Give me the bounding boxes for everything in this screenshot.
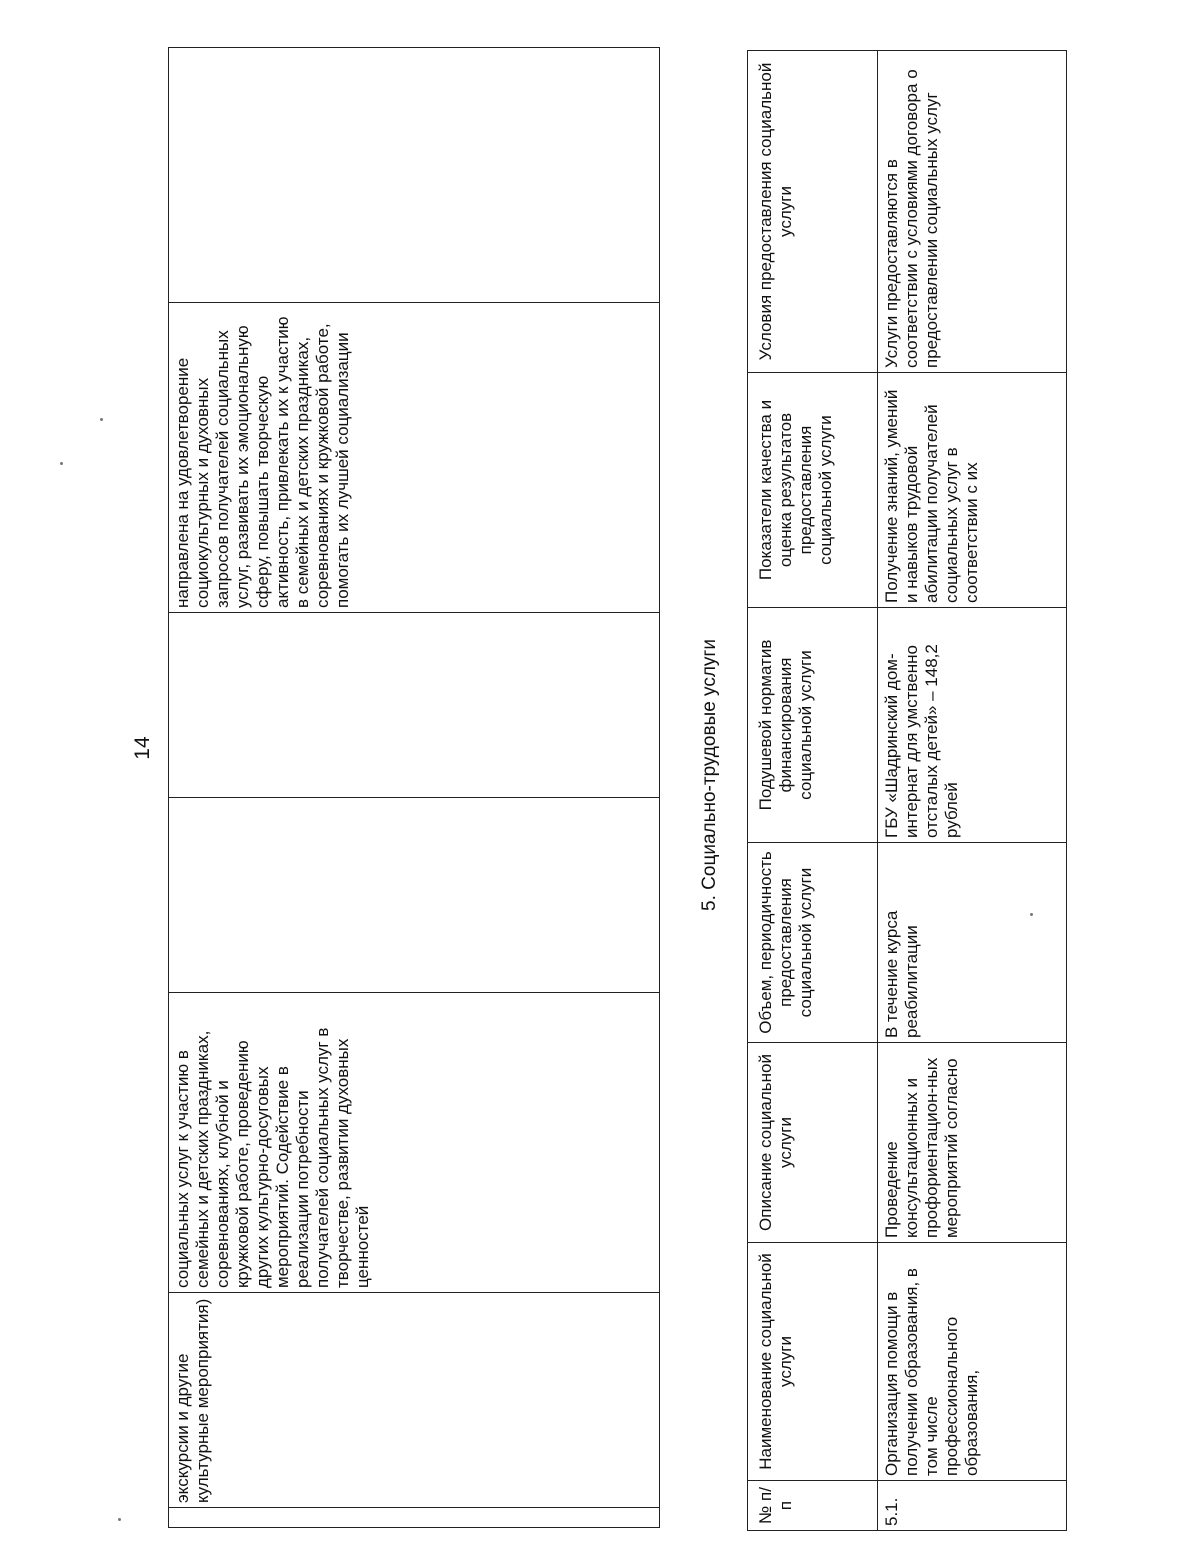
table-cell: социальных услуг к участию в семейных и детских праздниках, соревнованиях, клубной и кружковой работе, проведению других культурно-досуговых мероприятий. Содействие в реализации потребности получателей социальных услуг в творчестве, развитии духовных ценностей [169,993,660,1293]
table-row [878,51,1067,1531]
table-cell: ГБУ «Шадринский дом-интернат для умственно отсталых детей» – 148,2 рублей [878,608,1067,843]
table-cell: экскурсии и другие культурные мероприятия) [169,1293,660,1508]
header-cell-name: Наименование социальной услуги [748,1243,878,1481]
table-cell [169,798,660,993]
page-number: 14 [131,736,154,760]
section-title: 5. Социально-трудовые услуги [699,639,720,911]
services-table [747,50,1067,1531]
header-cell-volume: Объем, периодичность предоставления социальной услуги [748,843,878,1043]
header-cell-number: № п/п [748,1481,878,1531]
table-cell: Получение знаний, умений и навыков трудовой абилитации получателей социальных услуг в соответствии с их [878,373,1067,608]
continuation-table [168,47,660,1528]
table-cell: В течение курса реабилитации [878,843,1067,1043]
header-cell-conditions: Условия предоставления социальной услуги [748,51,878,373]
header-cell-description: Описание социальной услуги [748,1043,878,1243]
table-cell: Проведение консультационных и профориентацион-ных мероприятий согласно [878,1043,1067,1243]
services-table-wrapper [747,50,1067,1531]
header-cell-quality: Показатели качества и оценка результатов предоставления социальной услуги [748,373,878,608]
continuation-table-wrapper [168,47,660,1528]
scan-speck [118,1518,121,1521]
table-cell [169,1508,660,1528]
table-cell [169,613,660,798]
table-cell: Организация помощи в получении образования, в том числе профессионального образования, [878,1243,1067,1481]
scan-speck [100,418,103,421]
header-cell-funding: Подушевой норматив финансирования социальной услуги [748,608,878,843]
table-cell: направлена на удовлетворение социокультурных и духовных запросов получателей социальных услуг, развивать их эмоциональную сферу, повышать творческую активность, привлекать их к участию в семейных и детских праздниках, соревнованиях и кружковой работе, помогать их лучшей социализации [169,303,660,613]
table-cell: Услуги предоставляются в соответствии с условиями договора о предоставлении социальных услуг [878,51,1067,373]
table-header-row [748,51,878,1531]
scan-speck [60,462,63,465]
table-cell: 5.1. [878,1481,1067,1531]
scan-speck [1030,913,1033,916]
table-row [169,48,660,1528]
table-cell [169,48,660,303]
